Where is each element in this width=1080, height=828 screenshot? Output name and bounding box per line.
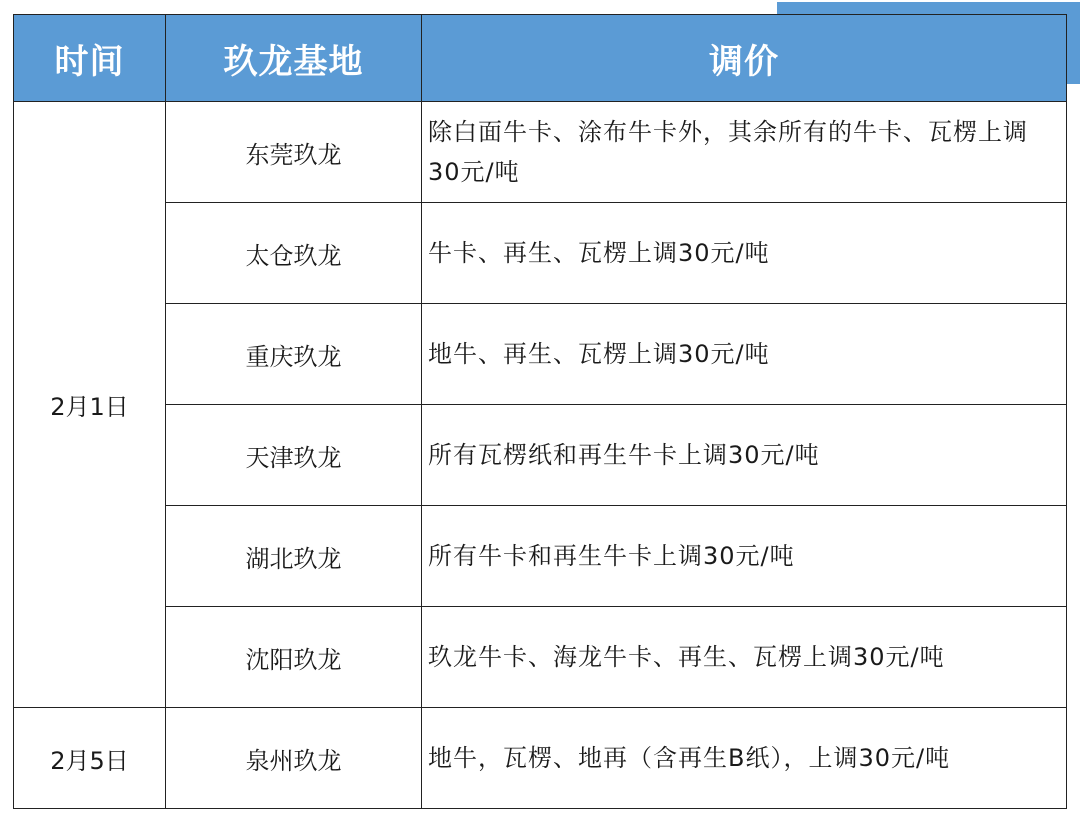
adjustment-cell: 所有瓦楞纸和再生牛卡上调30元/吨 (422, 405, 1067, 506)
adjustment-cell: 地牛、再生、瓦楞上调30元/吨 (422, 304, 1067, 405)
table-row (14, 506, 1067, 607)
header-adjustment: 调价 (422, 15, 1067, 102)
price-adjustment-table (13, 14, 1067, 809)
table-row (14, 405, 1067, 506)
adjustment-cell: 牛卡、再生、瓦楞上调30元/吨 (422, 203, 1067, 304)
table-row (14, 607, 1067, 708)
base-cell: 沈阳玖龙 (166, 607, 422, 708)
date-cell: 2月5日 (14, 708, 166, 809)
table-row (14, 203, 1067, 304)
base-cell: 天津玖龙 (166, 405, 422, 506)
adjustment-cell: 地牛，瓦楞、地再（含再生B纸），上调30元/吨 (422, 708, 1067, 809)
base-cell: 泉州玖龙 (166, 708, 422, 809)
adjustment-cell: 除白面牛卡、涂布牛卡外，其余所有的牛卡、瓦楞上调30元/吨 (422, 102, 1067, 203)
base-cell: 东莞玖龙 (166, 102, 422, 203)
table-row (14, 304, 1067, 405)
table-row (14, 102, 1067, 203)
table-header-row (14, 15, 1067, 102)
base-cell: 湖北玖龙 (166, 506, 422, 607)
base-cell: 太仓玖龙 (166, 203, 422, 304)
table-row (14, 708, 1067, 809)
date-cell: 2月1日 (14, 102, 166, 708)
adjustment-cell: 所有牛卡和再生牛卡上调30元/吨 (422, 506, 1067, 607)
header-base: 玖龙基地 (166, 15, 422, 102)
header-time: 时间 (14, 15, 166, 102)
base-cell: 重庆玖龙 (166, 304, 422, 405)
adjustment-cell: 玖龙牛卡、海龙牛卡、再生、瓦楞上调30元/吨 (422, 607, 1067, 708)
